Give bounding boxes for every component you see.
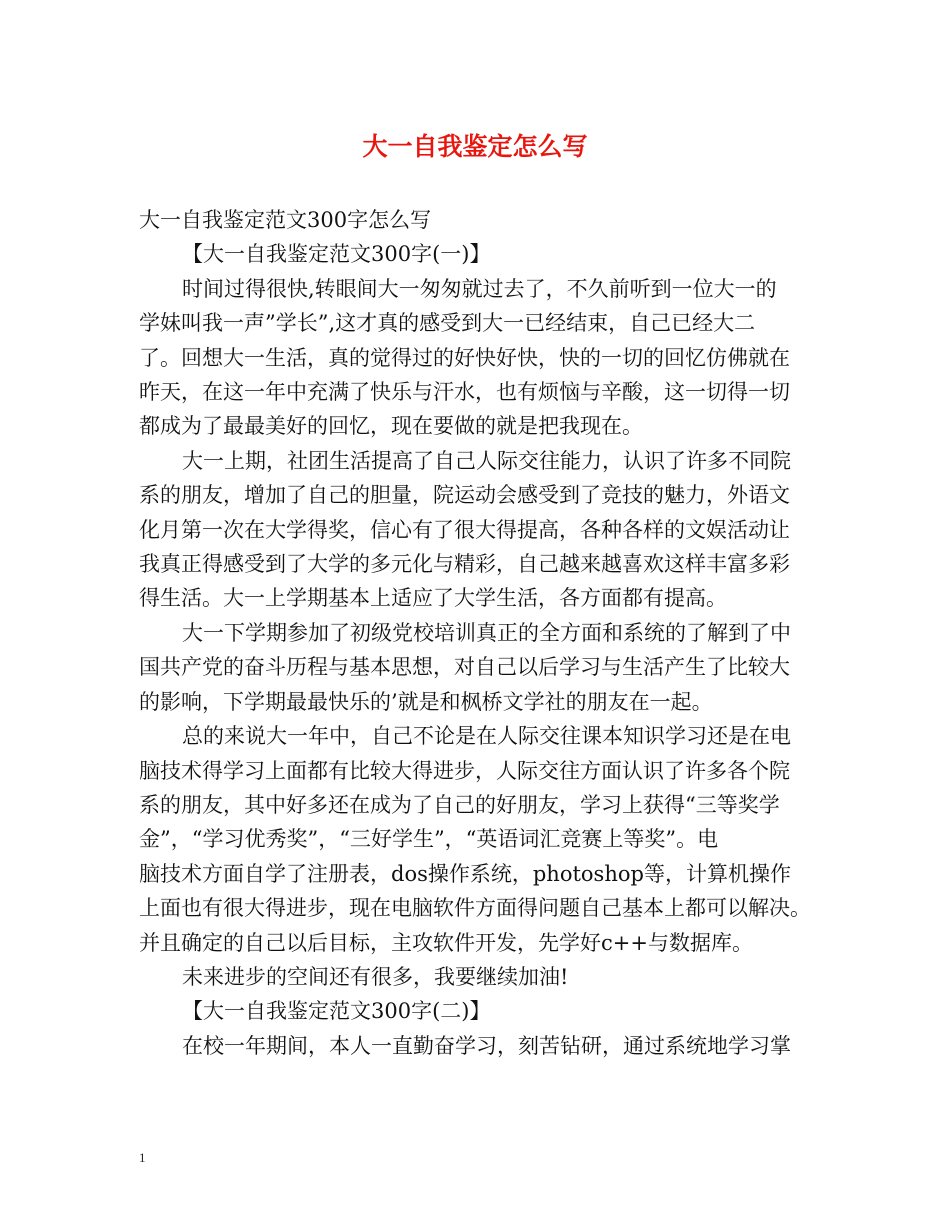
subtitle-line: 大一自我鉴定范文300字怎么写	[139, 208, 432, 232]
paragraph-line: 化月第一次在大学得奖，信心有了很大得提高，各种各样的文娱活动让	[139, 517, 790, 542]
paragraph-line: 金”，“学习优秀奖”，“三好学生”，“英语词汇竞赛上等奖”。电	[139, 827, 719, 852]
section-heading-1: 【大一自我鉴定范文300字(一)】	[182, 242, 491, 267]
paragraph-line: 的影响，下学期最最快乐的’就是和枫桥文学社的朋友在一起。	[139, 689, 713, 714]
paragraph-line: 未来进步的空间还有很多，我要继续加油!	[182, 964, 569, 989]
page-title: 大一自我鉴定怎么写	[362, 132, 588, 161]
section-heading-2: 【大一自我鉴定范文300字(二)】	[182, 999, 491, 1024]
paragraph-line: 我真正得感受到了大学的多元化与精彩，自己越来越喜欢这样丰富多彩	[139, 552, 790, 577]
paragraph-line: 在校一年期间，本人一直勤奋学习，刻苦钻研，通过系统地学习掌	[182, 1033, 791, 1058]
paragraph-line: 上面也有很大得进步，现在电脑软件方面得问题自己基本上都可以解决。	[139, 896, 811, 921]
paragraph-line: 了。回想大一生活，真的觉得过的好快好快，快的一切的回忆仿佛就在	[139, 345, 790, 370]
paragraph-line: 都成为了最最美好的回忆，现在要做的就是把我现在。	[139, 414, 643, 439]
paragraph-line: 时间过得很快,转眼间大一匆匆就过去了，不久前听到一位大一的	[182, 276, 777, 301]
paragraph-line: 脑技术方面自学了注册表，dos操作系统，photoshop等，计算机操作	[139, 861, 791, 886]
paragraph-line: 大一下学期参加了初级党校培训真正的全方面和系统的了解到了中	[182, 620, 791, 645]
document-body	[139, 203, 829, 1063]
page-number: 1	[139, 1150, 146, 1165]
paragraph-line: 得生活。大一上学期基本上适应了大学生活，各方面都有提高。	[139, 586, 727, 611]
paragraph-line: 并且确定的自己以后目标，主攻软件开发，先学好c++与数据库。	[139, 930, 753, 955]
paragraph-line: 国共产党的奋斗历程与基本思想，对自己以后学习与生活产生了比较大	[139, 655, 790, 680]
paragraph-line: 总的来说大一年中，自己不论是在人际交往课本知识学习还是在电	[182, 724, 791, 749]
paragraph-line: 系的朋友，增加了自己的胆量，院运动会感受到了竞技的魅力，外语文	[139, 483, 790, 508]
paragraph-line: 学妹叫我一声”学长”,这才真的感受到大一已经结束，自己已经大二	[139, 311, 756, 336]
paragraph-line: 系的朋友，其中好多还在成为了自己的好朋友，学习上获得“三等奖学	[139, 792, 780, 817]
paragraph-line: 脑技术得学习上面都有比较大得进步，人际交往方面认识了许多各个院	[139, 758, 790, 783]
paragraph-line: 大一上期，社团生活提高了自己人际交往能力，认识了许多不同院	[182, 448, 791, 473]
paragraph-line: 昨天，在这一年中充满了快乐与汗水，也有烦恼与辛酸，这一切得一切	[139, 380, 790, 405]
